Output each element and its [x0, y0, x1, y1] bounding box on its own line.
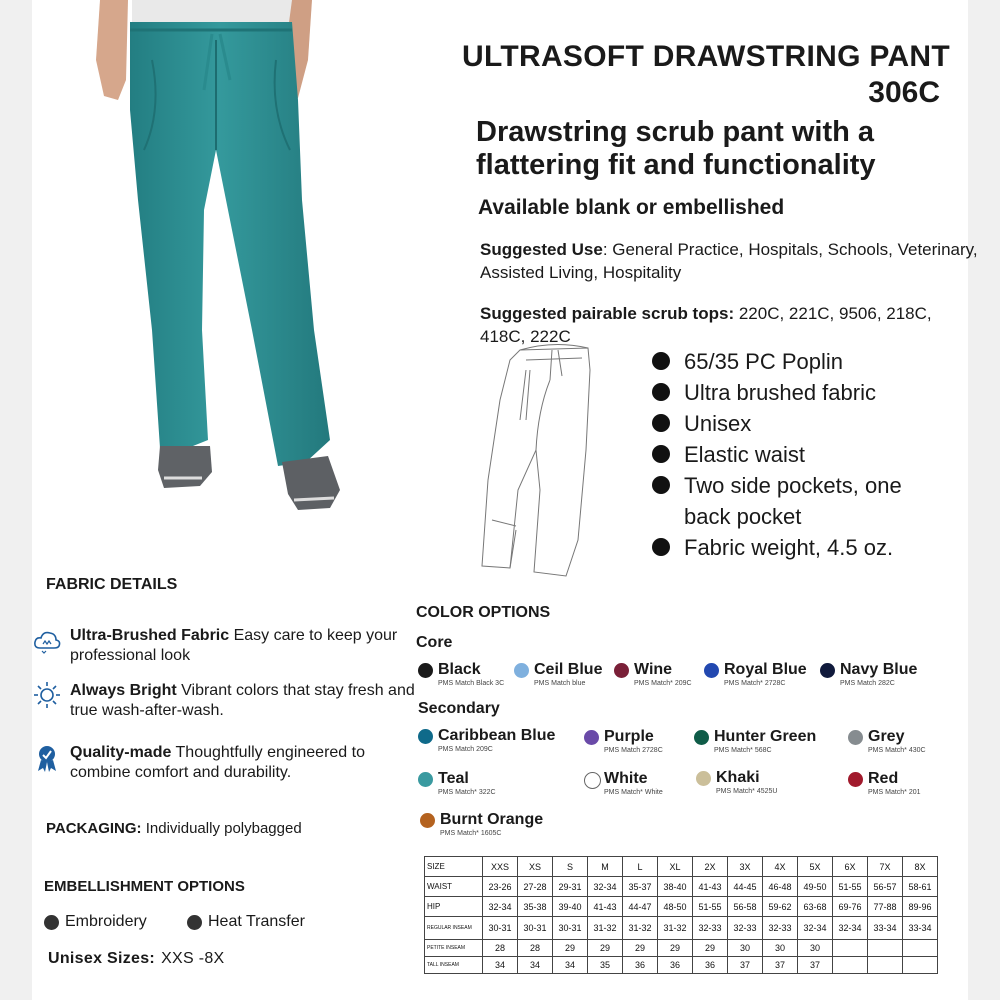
feature-item: Unisex: [652, 408, 924, 439]
table-row: [425, 940, 938, 957]
table-cell: 37: [763, 957, 798, 974]
swatch-dot-icon: [614, 663, 629, 678]
table-cell: 32-33: [763, 917, 798, 940]
table-row: [425, 897, 938, 917]
table-cell: 48-50: [658, 897, 693, 917]
unisex-sizes-label: Unisex Sizes:: [48, 950, 156, 967]
table-cell: [868, 957, 903, 974]
table-cell: 29: [693, 940, 728, 957]
swatch-dot-icon: [584, 730, 599, 745]
suggested-use-text: : General Practice, Hospitals, Schools, Veterinary, Assisted Living, Hospitality: [480, 240, 978, 282]
table-cell: 51-55: [693, 897, 728, 917]
table-cell: 69-76: [833, 897, 868, 917]
pms-match: PMS Match* 1605C: [440, 830, 502, 837]
right-margin-band: [968, 0, 1000, 1000]
table-cell: 30-31: [518, 917, 553, 940]
fabric-details-heading: FABRIC DETAILS: [46, 576, 178, 593]
table-cell: 30: [728, 940, 763, 957]
pms-match: PMS Match* 430C: [868, 747, 926, 754]
table-cell: TALL INSEAM: [425, 957, 483, 974]
pms-match: PMS Match blue: [534, 680, 586, 687]
pms-match: PMS Match 209C: [438, 746, 493, 753]
color-name: Black: [438, 661, 481, 678]
table-cell: 38-40: [658, 877, 693, 897]
table-cell: 3X: [728, 857, 763, 877]
table-cell: 31-32: [588, 917, 623, 940]
pairable-tops-text: 220C, 221C, 9506, 218C, 418C, 222C: [480, 304, 932, 346]
table-cell: S: [553, 857, 588, 877]
pant-line-sketch: [470, 340, 600, 580]
availability-note: Available blank or embellished: [478, 196, 785, 219]
color-name: Purple: [604, 728, 654, 745]
cloud-icon: [32, 626, 62, 656]
table-cell: 35: [588, 957, 623, 974]
embellishment-heading: EMBELLISHMENT OPTIONS: [44, 878, 245, 895]
unisex-sizes: [48, 950, 225, 968]
table-cell: 46-48: [763, 877, 798, 897]
table-cell: 23-26: [483, 877, 518, 897]
table-cell: 8X: [903, 857, 938, 877]
core-colors-label: Core: [416, 634, 453, 651]
feature-item: Ultra brushed fabric: [652, 377, 924, 408]
swatch-dot-icon: [514, 663, 529, 678]
sun-icon: [32, 681, 62, 711]
table-cell: 39-40: [553, 897, 588, 917]
table-cell: 7X: [868, 857, 903, 877]
table-cell: 77-88: [868, 897, 903, 917]
feature-list: [652, 346, 924, 563]
table-cell: 31-32: [623, 917, 658, 940]
pms-match: PMS Match* 568C: [714, 747, 772, 754]
table-cell: 44-45: [728, 877, 763, 897]
bullet-icon: [652, 414, 670, 432]
table-cell: 32-34: [798, 917, 833, 940]
packaging-text: Individually polybagged: [141, 820, 302, 837]
color-name: Caribbean Blue: [438, 727, 556, 744]
table-cell: 41-43: [693, 877, 728, 897]
bullet-icon: [652, 445, 670, 463]
table-cell: 32-33: [693, 917, 728, 940]
table-cell: 44-47: [623, 897, 658, 917]
table-cell: PETITE INSEAM: [425, 940, 483, 957]
table-cell: 56-58: [728, 897, 763, 917]
feature-item: Two side pockets, one back pocket: [652, 470, 924, 532]
embellishment-option: Embroidery: [44, 913, 147, 931]
table-row: [425, 917, 938, 940]
color-options-heading: COLOR OPTIONS: [416, 604, 551, 621]
size-chart-header-row: [425, 857, 938, 877]
bullet-icon: [187, 915, 202, 930]
table-cell: 4X: [763, 857, 798, 877]
table-cell: WAIST: [425, 877, 483, 897]
table-cell: 34: [553, 957, 588, 974]
pms-match: PMS Match* 209C: [634, 680, 692, 687]
color-name: Red: [868, 770, 899, 787]
bullet-icon: [652, 383, 670, 401]
swatch-dot-icon: [584, 772, 601, 789]
table-cell: 31-32: [658, 917, 693, 940]
table-cell: 49-50: [798, 877, 833, 897]
table-cell: 29: [553, 940, 588, 957]
table-cell: 58-61: [903, 877, 938, 897]
bullet-icon: [652, 538, 670, 556]
color-name: Royal Blue: [724, 661, 807, 678]
color-name: Burnt Orange: [440, 811, 544, 828]
suggested-use: [480, 238, 980, 284]
table-row: [425, 877, 938, 897]
pms-match: PMS Match* 322C: [438, 789, 496, 796]
bullet-icon: [652, 352, 670, 370]
table-cell: XS: [518, 857, 553, 877]
pms-match: PMS Match 2728C: [604, 747, 663, 754]
swatch-dot-icon: [418, 663, 433, 678]
table-cell: 29: [658, 940, 693, 957]
table-cell: REGULAR INSEAM: [425, 917, 483, 940]
size-chart: [424, 856, 938, 974]
table-cell: 32-34: [833, 917, 868, 940]
embellishment-option: Heat Transfer: [187, 913, 305, 931]
table-cell: 29-31: [553, 877, 588, 897]
swatch-dot-icon: [696, 771, 711, 786]
table-cell: 6X: [833, 857, 868, 877]
table-cell: 29: [623, 940, 658, 957]
swatch-dot-icon: [418, 729, 433, 744]
table-cell: 28: [518, 940, 553, 957]
table-cell: 30-31: [553, 917, 588, 940]
swatch-dot-icon: [820, 663, 835, 678]
swatch-dot-icon: [694, 730, 709, 745]
packaging-label: PACKAGING:: [46, 820, 142, 837]
table-cell: 36: [623, 957, 658, 974]
table-cell: [833, 940, 868, 957]
color-name: White: [604, 770, 648, 787]
table-cell: 30: [798, 940, 833, 957]
pms-match: PMS Match 282C: [840, 680, 895, 687]
table-cell: 34: [483, 957, 518, 974]
table-cell: 56-57: [868, 877, 903, 897]
product-sku: 306C: [868, 76, 940, 109]
table-cell: 30: [763, 940, 798, 957]
pms-match: PMS Match* 201: [868, 789, 921, 796]
table-cell: [903, 940, 938, 957]
suggested-use-label: Suggested Use: [480, 240, 603, 259]
table-cell: 34: [518, 957, 553, 974]
pairable-tops-label: Suggested pairable scrub tops:: [480, 304, 735, 323]
table-cell: 51-55: [833, 877, 868, 897]
table-cell: HIP: [425, 897, 483, 917]
product-tagline: Drawstring scrub pant with a flattering fit and functionality: [476, 116, 876, 181]
left-margin-band: [0, 0, 32, 1000]
table-cell: 29: [588, 940, 623, 957]
table-cell: M: [588, 857, 623, 877]
color-name: Grey: [868, 728, 905, 745]
table-cell: [868, 940, 903, 957]
table-cell: 36: [693, 957, 728, 974]
feature-item: 65/35 PC Poplin: [652, 346, 924, 377]
color-name: Hunter Green: [714, 728, 817, 745]
table-cell: 36: [658, 957, 693, 974]
table-cell: SIZE: [425, 857, 483, 877]
table-cell: L: [623, 857, 658, 877]
award-ribbon-icon: [32, 743, 62, 773]
bullet-icon: [652, 476, 670, 494]
pms-match: PMS Match* 2728C: [724, 680, 786, 687]
product-title: ULTRASOFT DRAWSTRING PANT: [461, 40, 950, 73]
table-cell: XXS: [483, 857, 518, 877]
swatch-dot-icon: [418, 772, 433, 787]
pms-match: PMS Match* White: [604, 789, 663, 796]
unisex-sizes-value: XXS -8X: [161, 950, 225, 967]
table-cell: 32-33: [728, 917, 763, 940]
table-cell: 37: [798, 957, 833, 974]
table-cell: 35-38: [518, 897, 553, 917]
pms-match: PMS Match Black 3C: [438, 680, 505, 687]
color-name: Wine: [634, 661, 673, 678]
table-cell: 63-68: [798, 897, 833, 917]
table-cell: 37: [728, 957, 763, 974]
table-row: [425, 957, 938, 974]
table-cell: 32-34: [588, 877, 623, 897]
table-cell: 28: [483, 940, 518, 957]
table-cell: [833, 957, 868, 974]
table-cell: 35-37: [623, 877, 658, 897]
color-name: Navy Blue: [840, 661, 918, 678]
table-cell: 30-31: [483, 917, 518, 940]
table-cell: [903, 957, 938, 974]
swatch-dot-icon: [420, 813, 435, 828]
table-cell: 32-34: [483, 897, 518, 917]
swatch-dot-icon: [848, 772, 863, 787]
table-cell: 33-34: [868, 917, 903, 940]
packaging-note: [46, 820, 302, 837]
color-name: Teal: [438, 770, 469, 787]
table-cell: 33-34: [903, 917, 938, 940]
bullet-icon: [44, 915, 59, 930]
color-name: Khaki: [716, 769, 760, 786]
table-cell: 2X: [693, 857, 728, 877]
table-cell: 89-96: [903, 897, 938, 917]
swatch-dot-icon: [704, 663, 719, 678]
swatch-dot-icon: [848, 730, 863, 745]
feature-item: Elastic waist: [652, 439, 924, 470]
table-cell: 27-28: [518, 877, 553, 897]
feature-item: Fabric weight, 4.5 oz.: [652, 532, 924, 563]
table-cell: 5X: [798, 857, 833, 877]
table-cell: XL: [658, 857, 693, 877]
color-name: Ceil Blue: [534, 661, 603, 678]
table-cell: 59-62: [763, 897, 798, 917]
pms-match: PMS Match* 4525U: [716, 788, 778, 795]
table-cell: 41-43: [588, 897, 623, 917]
product-photo: [92, 0, 362, 520]
secondary-colors-label: Secondary: [418, 700, 500, 717]
